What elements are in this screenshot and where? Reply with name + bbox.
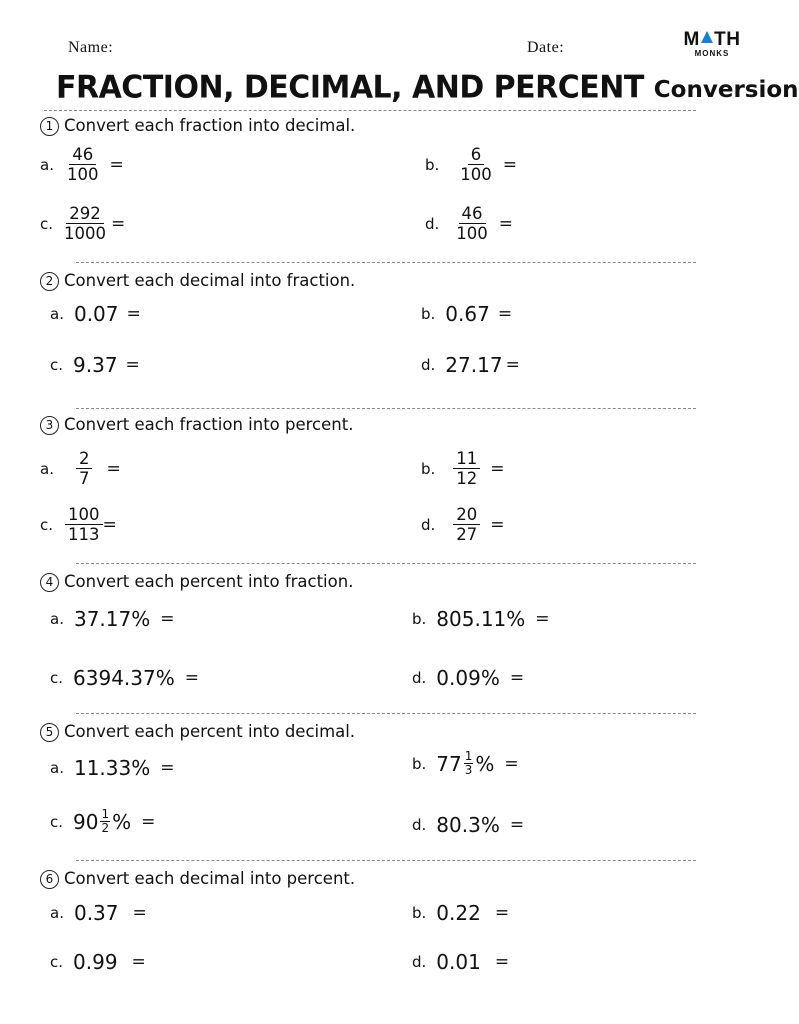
divider — [76, 860, 696, 861]
page-title — [56, 70, 799, 105]
logo-triangle-icon — [701, 31, 713, 43]
section-5-heading: 5 Convert each percent into decimal. — [40, 722, 355, 742]
mixed-number: 77 $\frac{1}{3}$ % — [436, 749, 495, 777]
section-2-heading: 2 Convert each decimal into fraction. — [40, 271, 355, 291]
section-6-heading: 6 Convert each decimal into percent. — [40, 869, 355, 889]
fraction: $\frac{46}{100}$ — [66, 145, 99, 184]
name-label: Name: — [68, 39, 114, 56]
logo-subtext: MONKS — [694, 49, 730, 58]
divider — [76, 408, 696, 409]
divider — [76, 713, 696, 714]
section-number-badge: 4 — [40, 573, 59, 592]
question-3a: a. $\frac{2}{7}$ = — [40, 449, 121, 488]
section-number-badge: 2 — [40, 272, 59, 291]
fraction: $\frac{6}{100}$ — [460, 145, 492, 184]
fraction: $\frac{1}{3}$ — [464, 749, 473, 777]
logo-letters-th: TH — [714, 29, 741, 50]
question-4c: c. 6394.37% = — [50, 666, 199, 690]
divider — [76, 262, 696, 263]
question-1a: a. $\frac{46}{100}$ = — [40, 145, 124, 184]
question-4a: a. 37.17% = — [50, 607, 175, 631]
question-5a: a. 11.33% = — [50, 756, 175, 780]
section-number-badge: 5 — [40, 723, 59, 742]
question-6b: b. 0.22 = — [412, 901, 510, 925]
logo-letter-m: M — [683, 29, 700, 50]
question-1b: b. $\frac{6}{100}$ = — [425, 145, 518, 184]
divider — [44, 110, 696, 111]
question-1d: d. $\frac{46}{100}$ = — [425, 204, 514, 243]
question-6c: c. 0.99 = — [50, 950, 146, 974]
title-sub: Conversion — [653, 77, 799, 103]
question-6d: d. 0.01 = — [412, 950, 510, 974]
section-number-badge: 1 — [40, 117, 59, 136]
fraction: $\frac{46}{100}$ — [456, 204, 488, 243]
mixed-number: 90 $\frac{1}{2}$ % — [73, 807, 132, 835]
question-2a: a. 0.07 = — [50, 302, 141, 326]
logo-letter-a — [700, 30, 714, 49]
fraction: $\frac{20}{27}$ — [453, 505, 480, 544]
title-main: FRACTION, DECIMAL, AND PERCENT — [56, 69, 644, 106]
divider — [76, 563, 696, 564]
question-3c: c. $\frac{100}{113}$ = — [40, 505, 117, 544]
question-3b: b. $\frac{11}{12}$ = — [421, 449, 505, 488]
section-1-heading: 1 Convert each fraction into decimal. — [40, 116, 355, 136]
section-3-heading: 3 Convert each fraction into percent. — [40, 415, 353, 435]
question-1c: c. $\frac{292}{1000}$ = — [40, 204, 126, 243]
section-4-heading: 4 Convert each percent into fraction. — [40, 572, 353, 592]
question-4d: d. 0.09% = — [412, 666, 525, 690]
question-4b: b. 805.11% = — [412, 607, 550, 631]
fraction: $\frac{292}{1000}$ — [64, 204, 107, 243]
math-monks-logo — [680, 30, 744, 64]
section-number-badge: 6 — [40, 870, 59, 889]
question-5d: d. 80.3% = — [412, 813, 525, 837]
question-5b: b. 77 $\frac{1}{3}$ % = — [412, 749, 519, 777]
question-2c: c. 9.37 = — [50, 353, 140, 377]
fraction: $\frac{100}{113}$ — [65, 505, 103, 544]
fraction: $\frac{1}{2}$ — [101, 807, 110, 835]
date-label: Date: — [527, 39, 565, 56]
question-2d: d. 27.17 = — [421, 353, 520, 377]
section-number-badge: 3 — [40, 416, 59, 435]
question-2b: b. 0.67 = — [421, 302, 513, 326]
fraction: $\frac{11}{12}$ — [453, 449, 480, 488]
question-3d: d. $\frac{20}{27}$ = — [421, 505, 505, 544]
fraction: $\frac{2}{7}$ — [76, 449, 93, 488]
question-6a: a. 0.37 = — [50, 901, 147, 925]
question-5c: c. 90 $\frac{1}{2}$ % = — [50, 807, 156, 835]
